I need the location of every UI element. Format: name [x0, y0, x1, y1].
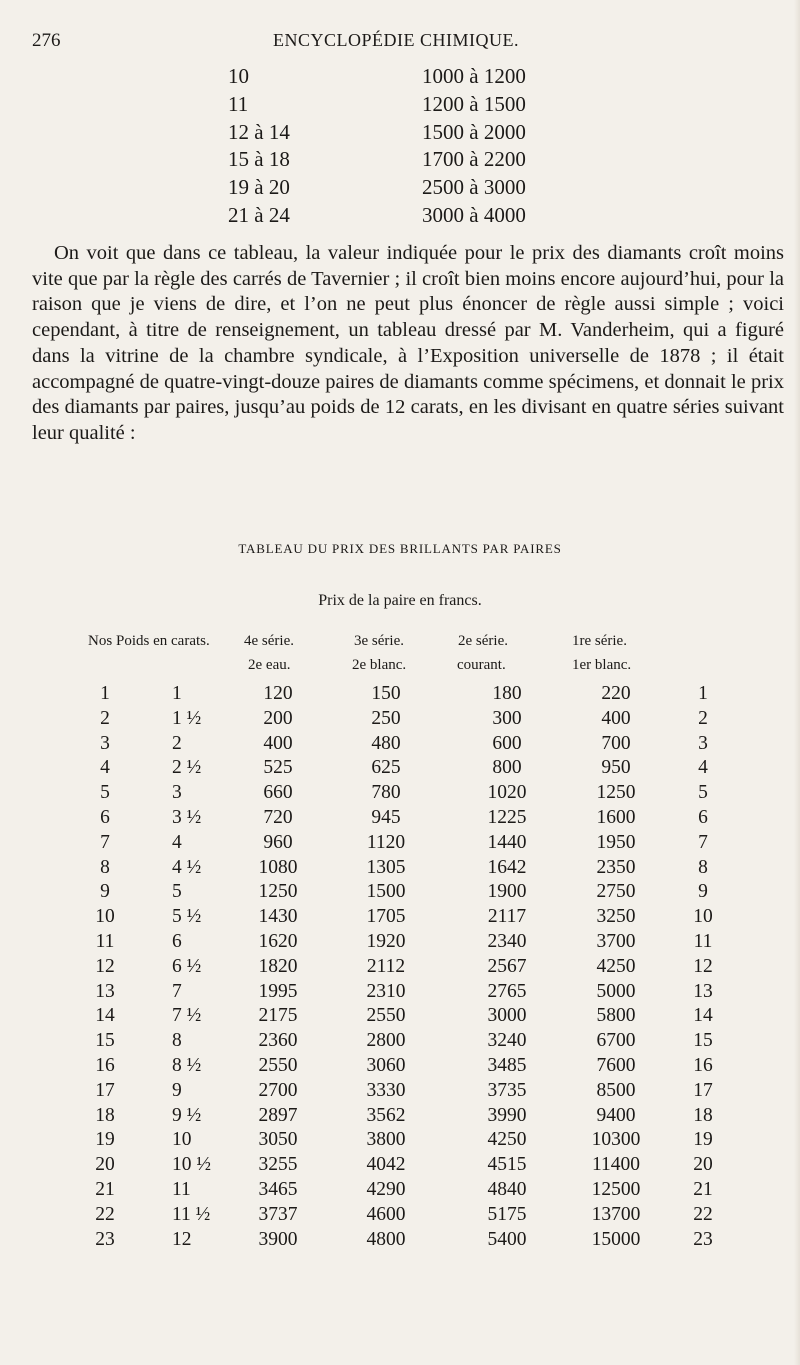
row-number-right: 7	[698, 831, 708, 853]
weight-cell: 9	[172, 1079, 182, 1101]
series-3-price: 2550	[366, 1005, 406, 1027]
header-no: Nos	[88, 633, 113, 649]
row-number: 18	[95, 1104, 115, 1126]
row-number: 17	[95, 1079, 115, 1101]
series-2-price: 1225	[487, 806, 527, 828]
weight-cell: 10 ½	[172, 1154, 211, 1176]
series-2-price: 3990	[487, 1104, 527, 1126]
series-4-price: 3465	[258, 1178, 298, 1200]
row-number: 20	[95, 1154, 115, 1176]
series-4-price: 1430	[258, 906, 298, 928]
series-1-price: 700	[601, 732, 631, 754]
row-number-right: 9	[698, 881, 708, 903]
weight-cell: 3 ½	[172, 806, 202, 828]
series-4-price: 2897	[258, 1104, 298, 1126]
series-4-price: 720	[263, 806, 293, 828]
series-2-price: 3000	[487, 1005, 527, 1027]
row-number: 6	[100, 806, 110, 828]
price-range-cell: 1200 à 1500	[422, 91, 526, 116]
table-row	[0, 931, 800, 956]
table-row	[0, 1229, 800, 1254]
series-2-price: 1900	[487, 881, 527, 903]
table-row	[0, 1105, 800, 1130]
row-number: 23	[95, 1228, 115, 1250]
series-3-price: 1705	[366, 906, 406, 928]
series-3-price: 625	[371, 757, 401, 779]
row-number: 10	[95, 906, 115, 928]
series-3-price: 1500	[366, 881, 406, 903]
row-number-right: 16	[693, 1054, 713, 1076]
weight-cell: 2 ½	[172, 757, 202, 779]
series-2-price: 2567	[487, 955, 527, 977]
series-2-price: 3240	[487, 1030, 527, 1052]
table-row	[0, 807, 800, 832]
series-4-price: 1250	[258, 881, 298, 903]
row-number: 14	[95, 1005, 115, 1027]
series-2-price: 180	[492, 683, 522, 704]
series-2-price: 2765	[487, 980, 527, 1002]
weight-cell: 8	[172, 1030, 182, 1052]
series-2-price: 1020	[487, 782, 527, 804]
series-2-price: 2340	[487, 930, 527, 952]
series-1-price: 1250	[596, 782, 636, 804]
weight-cell: 11	[172, 1178, 191, 1200]
series-3-price: 150	[371, 683, 401, 704]
price-range-cell: 1700 à 2200	[422, 147, 526, 172]
row-number: 4	[100, 757, 110, 779]
series-2-price: 600	[492, 732, 522, 754]
table-row	[0, 857, 800, 882]
series-4-price: 1820	[258, 955, 298, 977]
series-2-price: 2117	[487, 906, 527, 928]
table-row	[0, 1005, 800, 1030]
series-3-price: 480	[371, 732, 401, 754]
carats-cell: 10	[228, 64, 249, 88]
carat-price-table	[0, 64, 800, 231]
series-4-price: 3900	[258, 1228, 298, 1250]
header-series-1-sub: 1er blanc.	[572, 657, 632, 673]
row-number: 8	[100, 856, 110, 878]
series-3-price: 780	[371, 782, 401, 804]
row-number: 2	[100, 707, 110, 729]
series-1-price: 950	[601, 757, 631, 779]
body-paragraph: On voit que dans ce tableau, la valeur indiquée pour le prix des diamants croît moins vite que par la règle des carrés de Tavernier ; il croît bien moins encore aujourd’hui, pour la raison que je viens de dire, et l’on ne peut plus énoncer de règle aussi simple ; voici cependant, à titre de renseignement, un tableau dressé par M. Vanderheim, qui a figuré dans la vitrine de la chambre syndicale, à l’Exposition universelle de 1878 ; il était accompagné de quatre-vingt-douze paires de diamants comme spécimens, et donnait le prix des diamants par paires, jusqu’au poids de 12 carats, en les divisant en quatre séries suivant leur qualité :	[32, 242, 784, 444]
row-number-right: 8	[698, 856, 708, 878]
series-1-price: 3250	[596, 906, 636, 928]
series-1-price: 5800	[596, 1005, 636, 1027]
series-1-price: 15000	[591, 1228, 641, 1250]
weight-cell: 7 ½	[172, 1005, 202, 1027]
series-4-price: 960	[263, 831, 293, 853]
header-weight: Poids en carats.	[116, 633, 210, 649]
series-2-price: 3485	[487, 1054, 527, 1076]
series-2-price: 4840	[487, 1178, 527, 1200]
series-3-price: 4800	[366, 1228, 406, 1250]
row-number: 1	[100, 683, 110, 704]
row-number: 3	[100, 732, 110, 754]
carats-cell: 21 à 24	[228, 202, 290, 227]
series-4-price: 1995	[258, 980, 298, 1002]
row-number-right: 15	[693, 1030, 713, 1052]
table-row	[0, 1030, 800, 1055]
row-number-right: 3	[698, 732, 708, 754]
series-3-price: 3562	[366, 1104, 406, 1126]
series-4-price: 1080	[258, 856, 298, 878]
weight-cell: 8 ½	[172, 1054, 202, 1076]
series-4-price: 1620	[258, 930, 298, 952]
header-series-4: 4e série.	[244, 633, 294, 649]
row-number-right: 2	[698, 707, 708, 729]
row-number-right: 22	[693, 1203, 713, 1225]
series-2-price: 5175	[487, 1203, 527, 1225]
weight-cell: 5 ½	[172, 906, 202, 928]
table-row	[0, 1154, 800, 1179]
header-series-4-sub: 2e eau.	[248, 657, 291, 673]
weight-cell: 1	[172, 683, 182, 704]
row-number-right: 18	[693, 1104, 713, 1126]
series-4-price: 2700	[258, 1079, 298, 1101]
series-4-price: 200	[263, 707, 293, 729]
page-number: 276	[32, 30, 61, 51]
table-row	[0, 906, 800, 931]
header-series-2: 2e série.	[458, 633, 508, 649]
row-number-right: 1	[698, 683, 708, 704]
row-number-right: 14	[693, 1005, 713, 1027]
series-1-price: 5000	[596, 980, 636, 1002]
weight-cell: 2	[172, 732, 182, 754]
row-number-right: 4	[698, 757, 708, 779]
table-row	[0, 147, 800, 175]
price-range-cell: 3000 à 4000	[422, 202, 526, 227]
price-range-cell: 2500 à 3000	[422, 175, 526, 200]
series-2-price: 800	[492, 757, 522, 779]
series-3-price: 4600	[366, 1203, 406, 1225]
series-3-price: 2800	[366, 1030, 406, 1052]
series-4-price: 400	[263, 732, 293, 754]
series-1-price: 6700	[596, 1030, 636, 1052]
series-2-price: 5400	[487, 1228, 527, 1250]
carats-cell: 12 à 14	[228, 119, 290, 144]
running-head: ENCYCLOPÉDIE CHIMIQUE.	[273, 30, 519, 50]
series-4-price: 3050	[258, 1129, 298, 1151]
series-1-price: 1950	[596, 831, 636, 853]
row-number: 5	[100, 782, 110, 804]
row-number: 19	[95, 1129, 115, 1151]
series-1-price: 12500	[591, 1178, 641, 1200]
series-1-price: 10300	[591, 1129, 641, 1151]
row-number-right: 10	[693, 906, 713, 928]
series-4-price: 525	[263, 757, 293, 779]
paper-edge	[794, 0, 800, 1365]
table-row	[0, 733, 800, 758]
series-3-price: 250	[371, 707, 401, 729]
row-number-right: 11	[693, 930, 713, 952]
table-row	[0, 92, 800, 120]
table-row	[0, 981, 800, 1006]
weight-cell: 10	[172, 1129, 192, 1151]
series-3-price: 4042	[366, 1154, 406, 1176]
series-1-price: 13700	[591, 1203, 641, 1225]
row-number-right: 6	[698, 806, 708, 828]
row-number: 21	[95, 1178, 115, 1200]
table-row	[0, 1129, 800, 1154]
row-number: 9	[100, 881, 110, 903]
weight-cell: 5	[172, 881, 182, 903]
series-3-price: 945	[371, 806, 401, 828]
row-number-right: 5	[698, 782, 708, 804]
series-1-price: 400	[601, 707, 631, 729]
weight-cell: 11 ½	[172, 1203, 211, 1225]
weight-cell: 12	[172, 1228, 192, 1250]
table-row	[0, 64, 800, 92]
table-row	[0, 1055, 800, 1080]
series-1-price: 8500	[596, 1079, 636, 1101]
series-2-price: 1642	[487, 856, 527, 878]
weight-cell: 6	[172, 930, 182, 952]
series-3-price: 1920	[366, 930, 406, 952]
series-4-price: 2360	[258, 1030, 298, 1052]
series-4-price: 120	[263, 683, 293, 704]
weight-cell: 9 ½	[172, 1104, 202, 1126]
series-3-price: 1120	[366, 831, 406, 853]
table-row	[0, 120, 800, 148]
row-number: 12	[95, 955, 115, 977]
brilliant-price-table	[0, 683, 800, 1253]
row-number-right: 23	[693, 1228, 713, 1250]
series-4-price: 3737	[258, 1203, 298, 1225]
series-2-price: 1440	[487, 831, 527, 853]
table-row	[0, 757, 800, 782]
table-caption: Prix de la paire en francs.	[318, 592, 482, 609]
weight-cell: 6 ½	[172, 955, 202, 977]
weight-cell: 4 ½	[172, 856, 202, 878]
header-series-3: 3e série.	[354, 633, 404, 649]
series-1-price: 2350	[596, 856, 636, 878]
row-number: 13	[95, 980, 115, 1002]
row-number: 16	[95, 1054, 115, 1076]
series-1-price: 7600	[596, 1054, 636, 1076]
row-number: 11	[95, 930, 115, 952]
series-3-price: 2112	[366, 955, 406, 977]
row-number: 7	[100, 831, 110, 853]
carats-cell: 15 à 18	[228, 147, 290, 172]
series-1-price: 11400	[591, 1154, 641, 1176]
row-number-right: 17	[693, 1079, 713, 1101]
table-row	[0, 1204, 800, 1229]
row-number-right: 13	[693, 980, 713, 1002]
series-4-price: 2550	[258, 1054, 298, 1076]
header-series-3-sub: 2e blanc.	[352, 657, 407, 673]
row-number-right: 12	[693, 955, 713, 977]
series-2-price: 3735	[487, 1079, 527, 1101]
series-3-price: 3060	[366, 1054, 406, 1076]
table-row	[0, 782, 800, 807]
carats-cell: 11	[228, 91, 249, 116]
series-1-price: 1600	[596, 806, 636, 828]
series-1-price: 3700	[596, 930, 636, 952]
series-3-price: 1305	[366, 856, 406, 878]
weight-cell: 3	[172, 782, 182, 804]
series-4-price: 660	[263, 782, 293, 804]
header-series-1: 1re série.	[572, 633, 627, 649]
table-row	[0, 683, 800, 708]
series-4-price: 3255	[258, 1154, 298, 1176]
table-row	[0, 956, 800, 981]
page-header	[32, 30, 760, 58]
series-3-price: 3330	[366, 1079, 406, 1101]
table-row	[0, 881, 800, 906]
series-4-price: 2175	[258, 1005, 298, 1027]
series-3-price: 4290	[366, 1178, 406, 1200]
row-number: 22	[95, 1203, 115, 1225]
weight-cell: 7	[172, 980, 182, 1002]
table-row	[0, 203, 800, 231]
table-row	[0, 1179, 800, 1204]
table-row	[0, 708, 800, 733]
weight-cell: 1 ½	[172, 707, 202, 729]
table-row	[0, 175, 800, 203]
series-2-price: 4515	[487, 1154, 527, 1176]
series-2-price: 4250	[487, 1129, 527, 1151]
price-range-cell: 1000 à 1200	[422, 64, 526, 88]
row-number-right: 20	[693, 1154, 713, 1176]
series-3-price: 2310	[366, 980, 406, 1002]
header-series-2-sub: courant.	[457, 657, 506, 673]
series-1-price: 2750	[596, 881, 636, 903]
row-number-right: 19	[693, 1129, 713, 1151]
series-3-price: 3800	[366, 1129, 406, 1151]
price-range-cell: 1500 à 2000	[422, 119, 526, 144]
series-1-price: 4250	[596, 955, 636, 977]
table-row	[0, 832, 800, 857]
table-title: TABLEAU DU PRIX DES BRILLANTS PAR PAIRES	[238, 541, 562, 556]
row-number-right: 21	[693, 1178, 713, 1200]
carats-cell: 19 à 20	[228, 175, 290, 200]
series-2-price: 300	[492, 707, 522, 729]
series-1-price: 9400	[596, 1104, 636, 1126]
table-row	[0, 1080, 800, 1105]
series-1-price: 220	[601, 683, 631, 704]
weight-cell: 4	[172, 831, 182, 853]
row-number: 15	[95, 1030, 115, 1052]
